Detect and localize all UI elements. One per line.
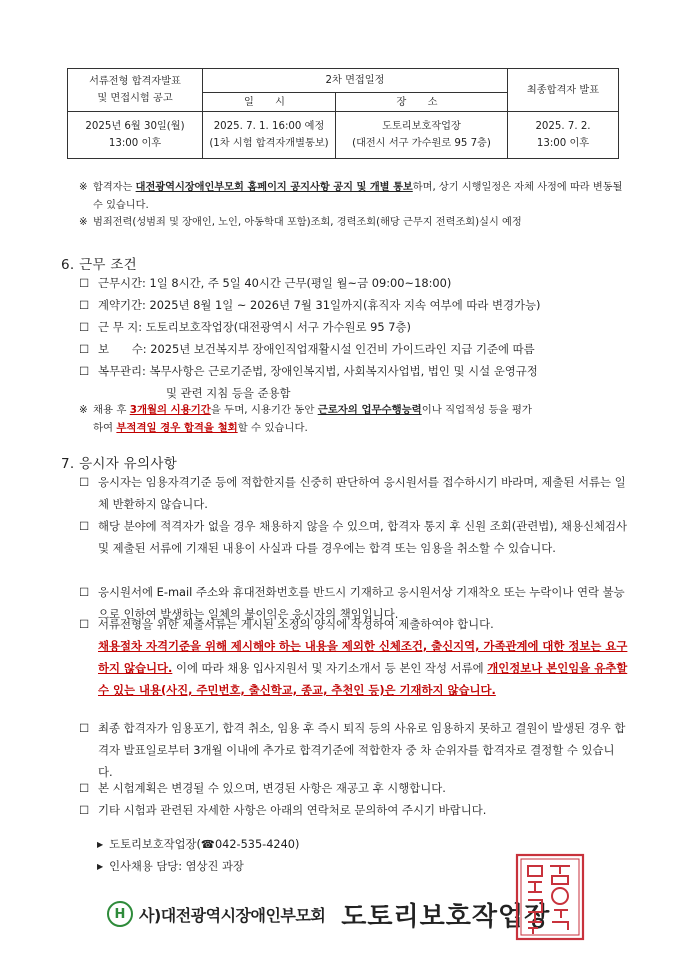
cell-final-date: 2025. 7. 2. 13:00 이후	[508, 112, 619, 159]
section-6-title: 6. 근무 조건	[61, 257, 138, 273]
contact-person: ▶ 인사채용 담당: 염상진 과장	[97, 860, 244, 873]
association-name: 사)대전광역시장애인부모회	[139, 905, 326, 925]
contact-phone: ▶ 도토리보호작업장(☎042-535-4240)	[97, 838, 300, 851]
triangle-bullet-icon: ▶	[97, 862, 104, 871]
cell-interview-date: 2025. 7. 1. 16:00 예정 (1차 시험 합격자개별통보)	[203, 112, 336, 159]
header-place: 장 소	[336, 93, 508, 112]
cell-interview-place: 도토리보호작업장 (대전시 서구 가수원로 95 7층)	[336, 112, 508, 159]
header-notice: 서류전형 합격자발표 및 면접시험 공고	[68, 69, 203, 112]
section-7-title: 7. 응시자 유의사항	[61, 456, 178, 472]
header-date: 일 시	[203, 93, 336, 112]
schedule-table	[67, 68, 619, 159]
recruitment-notice-page: 서류전형 합격자발표 및 면접시험 공고 2차 면접일정 최종합격자 발표 일 시 장 소 2025년 6월 30일(월) 13:00 이후 2025. 7. 1. 16:00 예정 (1차 시험 합격자개별통보) 도토리보호작업장 (대전시 서구 가수원로 95 7층) 2025. 7. 2. 13:00 이후 ※ 합격자는 대전광역시장애인부모회 홈페이지 공지사항 공지 및 개별 통보하며, 상기 시행일정은 자체 사정에 따라 변동될 수 있습니다. ※ 범죄전력(성범죄 및 장애인, 노인, 아동학대 포함)조회, 경력조회(해당 근무지 전력조회)실시 예정 6. 근무 조건 ☐ 근무시간: 1일 8시간, 주 5일 40시간 근무(평일 월~금 09:00~18:00) ☐ 계약기간: 2025년 8월 1일 ~ 2026년 7월 31일까지(휴직자 지속 여부에 따라 변경가능) ☐ 근 무 지: 도토리보호작업장(대전광역시 서구 가수원로 95 7층) ☐ 보 수: 2025년 보건복지부 장애인직업재활시설 인건비 가이드라인 지급 기준에 따름 ☐ 복무관리: 복무사항은 근로기준법, 장애인복지법, 사회복지사업법, 법인 및 시설 운영규정 및 관련 지침 등을 준용함 ※ 채용 후 3개월의 시용기간을 두며, 시용기간 동안 근로자의 업무수행능력이나 직업적성 등을 평가 하여 부적격일 경우 합격을 철회할 수 있습니다. 7. 응시자 유의사항 ☐ 응시자는 임용자격기준 등에 적합한지를 신중히 판단하여 응시원서를 접수하시기 바라며, 제출된 서류는 일체 반환하지 않습니다. ☐ 해당 분야에 적격자가 없을 경우 채용하지 않을 수 있으며, 합격자 통지 후 신원 조회(관련법), 채용신체검사 및 제출된 서류에 기재된 내용이 사실과 다를 경우에는 합격 또는 임용을 취소할 수 있습니다. ☐ 응시원서에 E-mail 주소와 휴대전화번호를 반드시 기재하고 응시원서상 기재착오 또는 누락이나 연락 불능으로 인하여 발생하는 일체의 불이익은 응시자의 책임입니다. ☐ 서류전형을 위한 제출서류는 게시된 소정의 양식에 작성하여 제출하여야 합니다. 채용절차 자격기준을 위해 제시해야 하는 내용을 제외한 신체조건, 출신지역, 가족관계에 대한 정보는 요구하지 않습니다. 이에 따라 채용 입사지원서 및 자기소개서 등 본인 작성 서류에 개인정보나 본인임을 유추할 수 있는 내용(사진, 주민번호, 출신학교, 종교, 추천인 등)은 기재하지 않습니다. ☐ 최종 합격자가 임용포기, 합격 취소, 임용 후 즉시 퇴직 등의 사유로 임용하지 못하고 결원이 발생된 경우 합격자 발표일로부터 3개월 이내에 추가로 합격기준에 적합한자 중 차 순위자를 합격자로 결정할 수 있습니다. ☐ 본 시험계획은 변경될 수 있으며, 변경된 사항은 재공고 후 시행합니다. ☐ 기타 시험과 관련된 자세한 사항은 아래의 연락처로 문의하여 주시기 바랍니다. ▶ 도토리보호작업장(☎042-535-4240) ▶ 인사채용 담당: 염상진 과장 H 사)대전광역시장애인부모회 도토리보호작업장	[0, 0, 686, 970]
association-logo-icon: H	[107, 901, 133, 927]
header-interview: 2차 면접일정	[203, 69, 508, 93]
header-final: 최종합격자 발표	[508, 69, 619, 112]
workplace-name: 도토리보호작업장	[341, 901, 551, 932]
triangle-bullet-icon: ▶	[97, 840, 104, 849]
cell-notice-date: 2025년 6월 30일(월) 13:00 이후	[68, 112, 203, 159]
footer-organization	[107, 897, 550, 931]
official-seal-icon	[514, 852, 586, 942]
